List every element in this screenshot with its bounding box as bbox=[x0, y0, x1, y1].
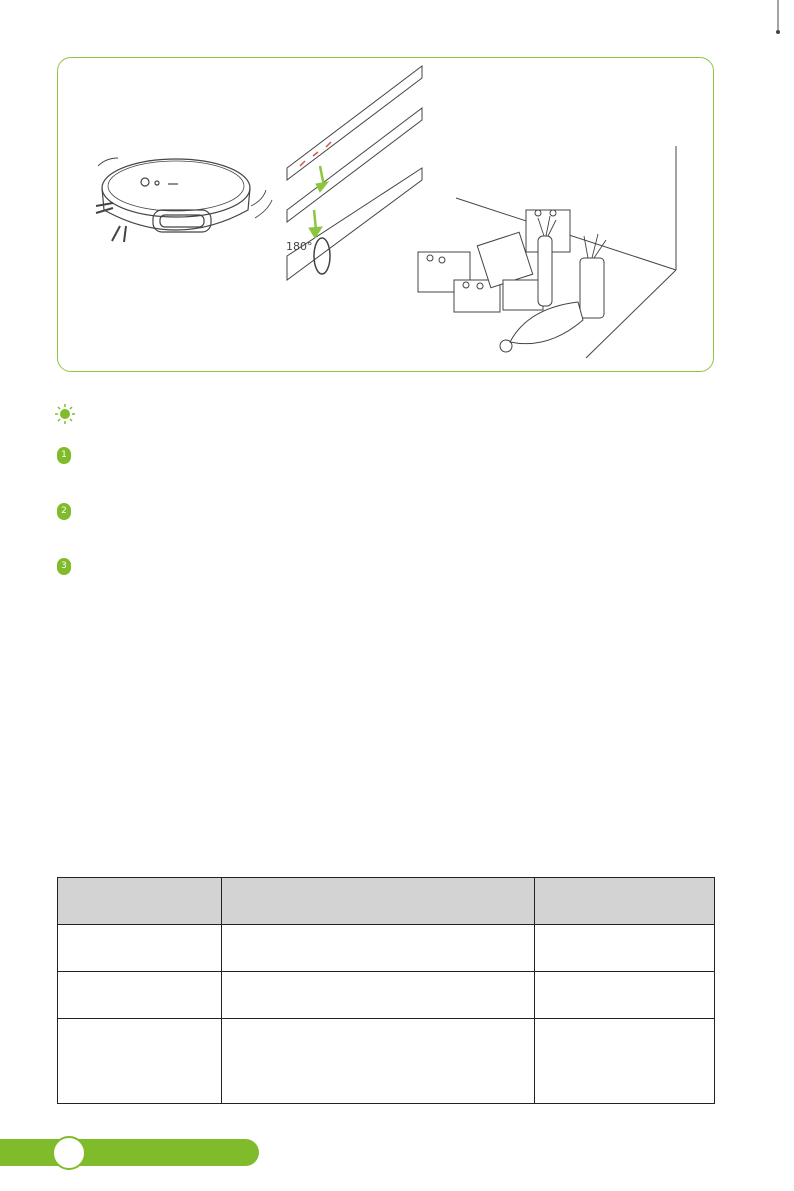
table-cell bbox=[535, 925, 715, 972]
table-cell bbox=[535, 1019, 715, 1104]
illustration-drawing bbox=[58, 58, 715, 373]
illustration-panel bbox=[57, 57, 714, 372]
table-row bbox=[58, 1019, 715, 1104]
table-row bbox=[58, 972, 715, 1019]
table-cell bbox=[222, 972, 535, 1019]
table-cell bbox=[58, 972, 222, 1019]
rotation-label: 180° bbox=[286, 240, 313, 253]
table-header-row bbox=[58, 878, 715, 925]
specification-table bbox=[57, 877, 715, 1104]
table-row bbox=[58, 925, 715, 972]
table-header-cell bbox=[535, 878, 715, 925]
table-cell bbox=[222, 925, 535, 972]
table-header-cell bbox=[222, 878, 535, 925]
table-header-cell bbox=[58, 878, 222, 925]
table-cell bbox=[58, 925, 222, 972]
table-cell bbox=[222, 1019, 535, 1104]
table-cell bbox=[535, 972, 715, 1019]
fold-mark bbox=[775, 0, 781, 36]
page-number bbox=[52, 1136, 86, 1170]
footer-bar bbox=[0, 1139, 259, 1166]
magnetic-tape-illustration bbox=[286, 66, 422, 280]
step-number-badge: 2 bbox=[57, 503, 71, 520]
step-number-badge: 1 bbox=[57, 447, 71, 464]
step-number-badge: 3 bbox=[57, 558, 71, 575]
table-cell bbox=[58, 1019, 222, 1104]
obstacle-scene-illustration bbox=[418, 146, 676, 358]
lightbulb-icon bbox=[54, 403, 76, 425]
robot-vacuum-illustration bbox=[96, 158, 272, 242]
